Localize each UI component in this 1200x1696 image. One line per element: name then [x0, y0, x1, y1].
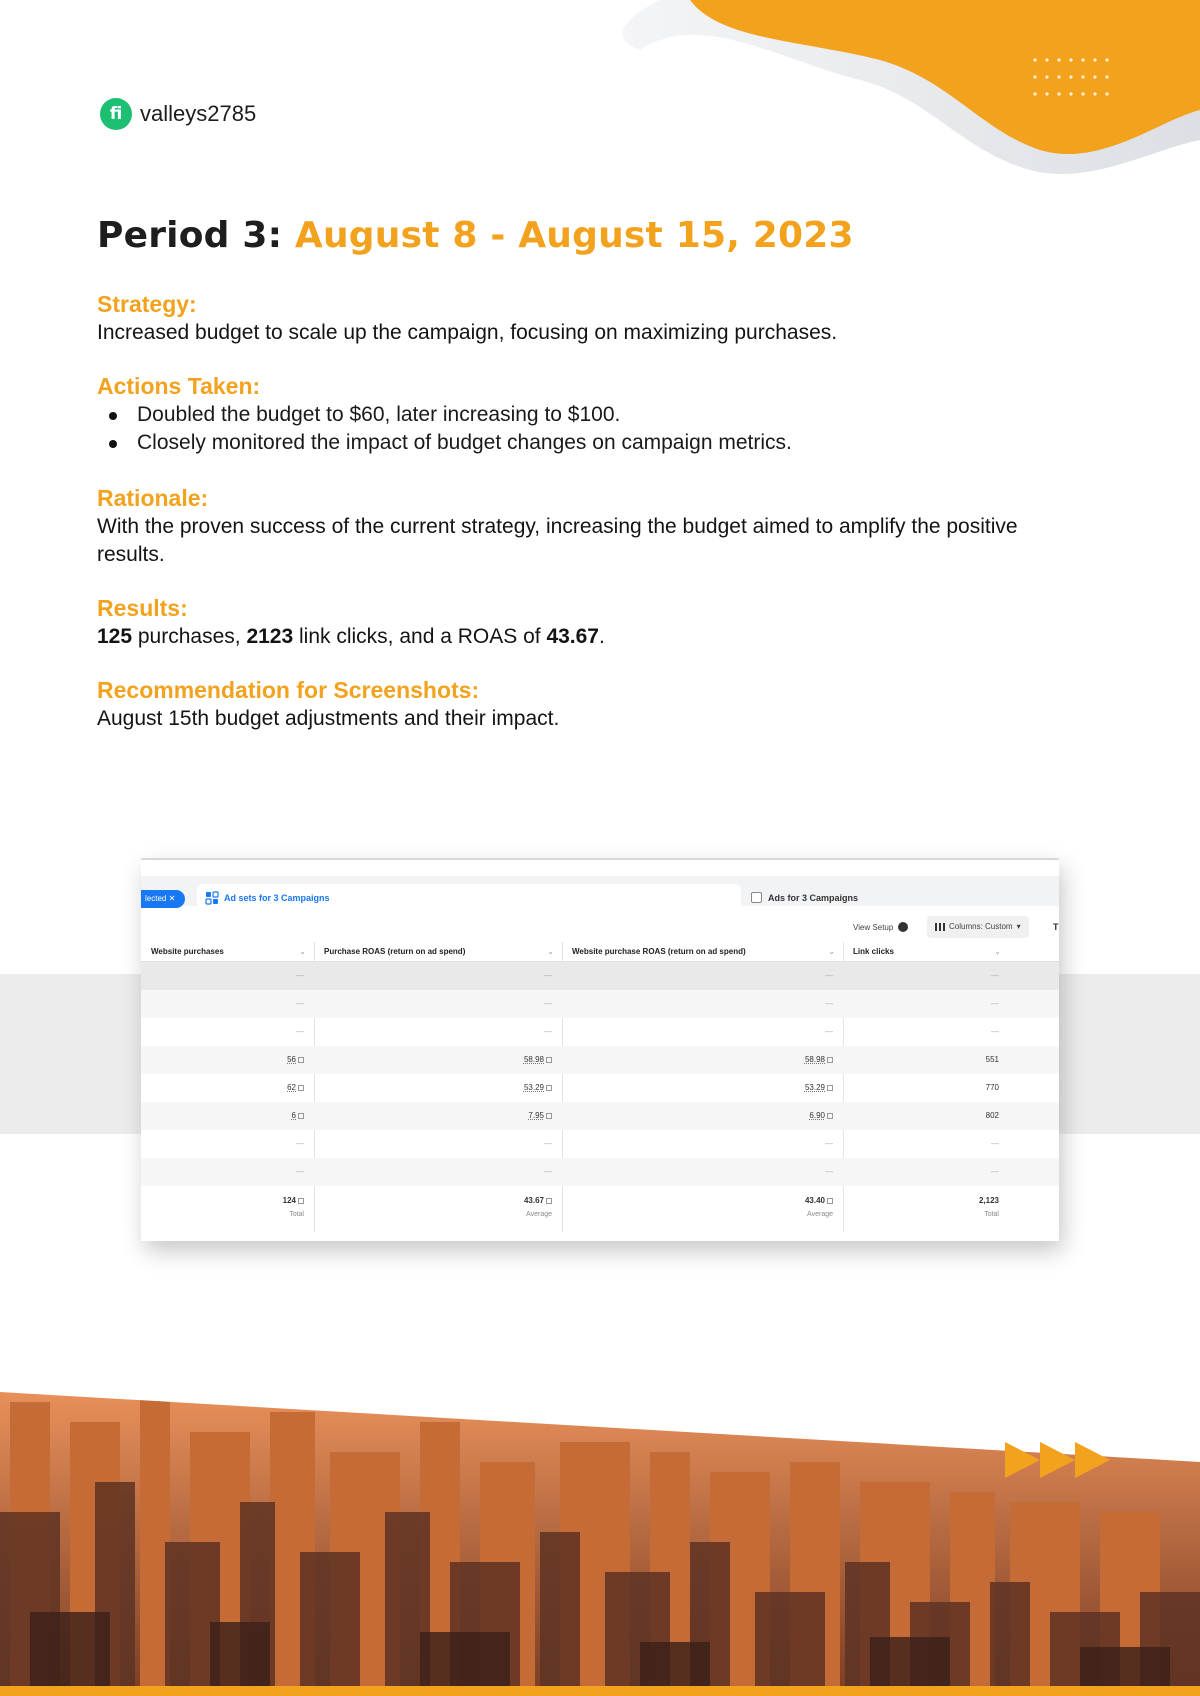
table-header — [141, 942, 1059, 962]
cell-value[interactable]: 62 — [287, 1083, 296, 1092]
divider — [141, 858, 1059, 860]
table-cell: 802 — [985, 1111, 999, 1120]
cell-value[interactable]: 7.95 — [528, 1111, 544, 1120]
view-setup-toggle[interactable] — [853, 922, 908, 932]
table-row[interactable] — [141, 1018, 1059, 1046]
table-cell — [141, 1102, 314, 1130]
total-cell — [314, 1188, 562, 1222]
info-icon — [827, 1057, 833, 1063]
actions-list — [97, 401, 1077, 457]
cell-value[interactable]: 58.98 — [523, 1055, 544, 1064]
columns-label: Columns: Custom — [949, 922, 1013, 931]
rationale-heading: Rationale: — [97, 485, 209, 511]
sort-icon: ⌄ — [994, 947, 1001, 956]
table-cell: — — [825, 1167, 833, 1176]
tab-ad-sets[interactable] — [205, 891, 330, 905]
info-icon — [298, 1085, 304, 1091]
ads-tab-checkbox-icon — [751, 892, 762, 903]
title-prefix: Period 3: — [97, 215, 283, 256]
table-cell: — — [825, 1027, 833, 1036]
column-header-label: Link clicks — [853, 947, 894, 956]
col-purchase-roas[interactable] — [314, 942, 562, 961]
table-cell: — — [544, 999, 552, 1008]
cell-value[interactable]: 6.90 — [809, 1111, 825, 1120]
results-purchases: 125 — [97, 625, 133, 648]
ad-sets-icon — [205, 891, 219, 905]
list-item: Closely monitored the impact of budget changes on campaign metrics. — [109, 429, 1077, 457]
results-roas: 43.67 — [546, 625, 599, 648]
results-heading: Results: — [97, 595, 188, 621]
table-row[interactable] — [141, 1130, 1059, 1158]
total-cell — [562, 1188, 843, 1222]
total-value: 43.40 — [804, 1196, 825, 1205]
columns-icon — [935, 923, 945, 931]
column-header-label: Website purchase ROAS (return on ad spend) — [572, 947, 746, 956]
info-icon — [546, 1113, 552, 1119]
info-icon — [298, 1113, 304, 1119]
recommendation-section — [97, 676, 1077, 733]
results-purchases-label: purchases, — [132, 625, 247, 648]
table-totals-row — [141, 1188, 1059, 1222]
ads-manager-screenshot — [141, 858, 1059, 1241]
selected-filter-chip[interactable]: lected ✕ — [141, 890, 185, 908]
city-skyline-illustration — [0, 1392, 1200, 1696]
column-header-label: Purchase ROAS (return on ad spend) — [324, 947, 466, 956]
total-value: 2,123 — [978, 1196, 999, 1205]
table-cell: — — [991, 1167, 999, 1176]
table-cell — [314, 1074, 562, 1102]
view-setup-label: View Setup — [853, 922, 894, 932]
total-label: Average — [526, 1211, 552, 1218]
rationale-section — [97, 484, 1077, 569]
chevron-down-icon: ▾ — [1016, 922, 1021, 931]
table-cell: — — [296, 971, 304, 980]
table-cell — [562, 1074, 843, 1102]
table-cell: — — [296, 1027, 304, 1036]
info-icon — [546, 1057, 552, 1063]
table-cell: — — [825, 1139, 833, 1148]
cell-value[interactable]: 53.29 — [523, 1083, 544, 1092]
table-cell: — — [825, 999, 833, 1008]
results-section — [97, 594, 1077, 651]
results-clicks-label: link clicks, and a ROAS of — [293, 625, 547, 648]
sort-icon: ⌄ — [299, 947, 306, 956]
rationale-text: With the proven success of the current strategy, increasing the budget aimed to amplify the positive results. — [97, 515, 1018, 566]
actions-section — [97, 372, 1077, 457]
username: valleys2785 — [140, 101, 257, 126]
sort-icon: ⌄ — [828, 947, 835, 956]
table-row[interactable] — [141, 1046, 1059, 1074]
table-row[interactable] — [141, 1074, 1059, 1102]
table-cell: — — [991, 1139, 999, 1148]
total-cell — [843, 1188, 1009, 1222]
cell-value[interactable]: 58.98 — [804, 1055, 825, 1064]
fiverr-logo-icon: fi — [100, 98, 132, 130]
info-icon — [827, 1113, 833, 1119]
cell-value[interactable]: 6 — [291, 1111, 296, 1120]
strategy-section — [97, 290, 1077, 347]
info-icon — [546, 1198, 552, 1204]
table-cell — [562, 1046, 843, 1074]
toolbar-extra-icon[interactable]: T — [1053, 922, 1059, 932]
results-clicks: 2123 — [246, 625, 294, 648]
table-cell: — — [991, 1027, 999, 1036]
table-cell: — — [296, 1167, 304, 1176]
results-text — [97, 623, 1077, 651]
table-cell: — — [825, 971, 833, 980]
toggle-icon — [898, 922, 908, 932]
table-cell: 770 — [985, 1083, 999, 1092]
cell-value[interactable]: 53.29 — [804, 1083, 825, 1092]
footer-accent-bar — [0, 1686, 1200, 1696]
tab-ads-label: Ads for 3 Campaigns — [768, 892, 859, 903]
strategy-heading: Strategy: — [97, 291, 197, 317]
col-website-purchases[interactable] — [141, 942, 314, 961]
table-cell: — — [296, 999, 304, 1008]
col-website-purchase-roas[interactable] — [562, 942, 843, 961]
table-cell: — — [544, 971, 552, 980]
table-row[interactable] — [141, 990, 1059, 1018]
table-cell: — — [544, 1027, 552, 1036]
total-label: Total — [289, 1211, 304, 1218]
list-item: Doubled the budget to $60, later increasing to $100. — [109, 401, 1077, 429]
table-cell — [314, 1102, 562, 1130]
table-cell — [562, 1102, 843, 1130]
table-cell: — — [544, 1167, 552, 1176]
title-dates: August 8 - August 15, 2023 — [294, 215, 854, 256]
strategy-text: Increased budget to scale up the campaign, focusing on maximizing purchases. — [97, 321, 838, 344]
actions-heading: Actions Taken: — [97, 373, 261, 399]
total-label: Average — [807, 1211, 833, 1218]
table-row[interactable] — [141, 962, 1059, 990]
brand — [100, 98, 256, 130]
sort-icon: ⌄ — [547, 947, 554, 956]
recommendation-text: August 15th budget adjustments and their impact. — [97, 707, 560, 730]
results-end: . — [599, 625, 605, 648]
info-icon — [827, 1085, 833, 1091]
info-icon — [827, 1198, 833, 1204]
total-value: 43.67 — [523, 1196, 544, 1205]
total-cell — [141, 1188, 314, 1222]
cell-value[interactable]: 56 — [287, 1055, 296, 1064]
info-icon — [546, 1085, 552, 1091]
table-cell: — — [296, 1139, 304, 1148]
recommendation-heading: Recommendation for Screenshots: — [97, 677, 480, 703]
columns-dropdown[interactable] — [927, 916, 1029, 938]
column-header-label: Website purchases — [151, 947, 224, 956]
info-icon — [298, 1198, 304, 1204]
table-cell: — — [544, 1139, 552, 1148]
tab-ad-sets-label: Ad sets for 3 Campaigns — [224, 893, 330, 903]
table-cell: 551 — [985, 1055, 999, 1064]
table-cell — [141, 1074, 314, 1102]
table-cell: — — [991, 971, 999, 980]
col-link-clicks[interactable] — [843, 942, 1009, 961]
table-cell — [141, 1046, 314, 1074]
table-row[interactable] — [141, 1102, 1059, 1130]
report-content — [97, 290, 1077, 758]
info-icon — [298, 1057, 304, 1063]
page-title — [97, 215, 854, 256]
total-label: Total — [984, 1211, 999, 1218]
total-value: 124 — [282, 1196, 296, 1205]
table-cell — [314, 1046, 562, 1074]
tab-ads[interactable] — [751, 892, 858, 903]
table-cell: — — [991, 999, 999, 1008]
table-row[interactable] — [141, 1158, 1059, 1186]
